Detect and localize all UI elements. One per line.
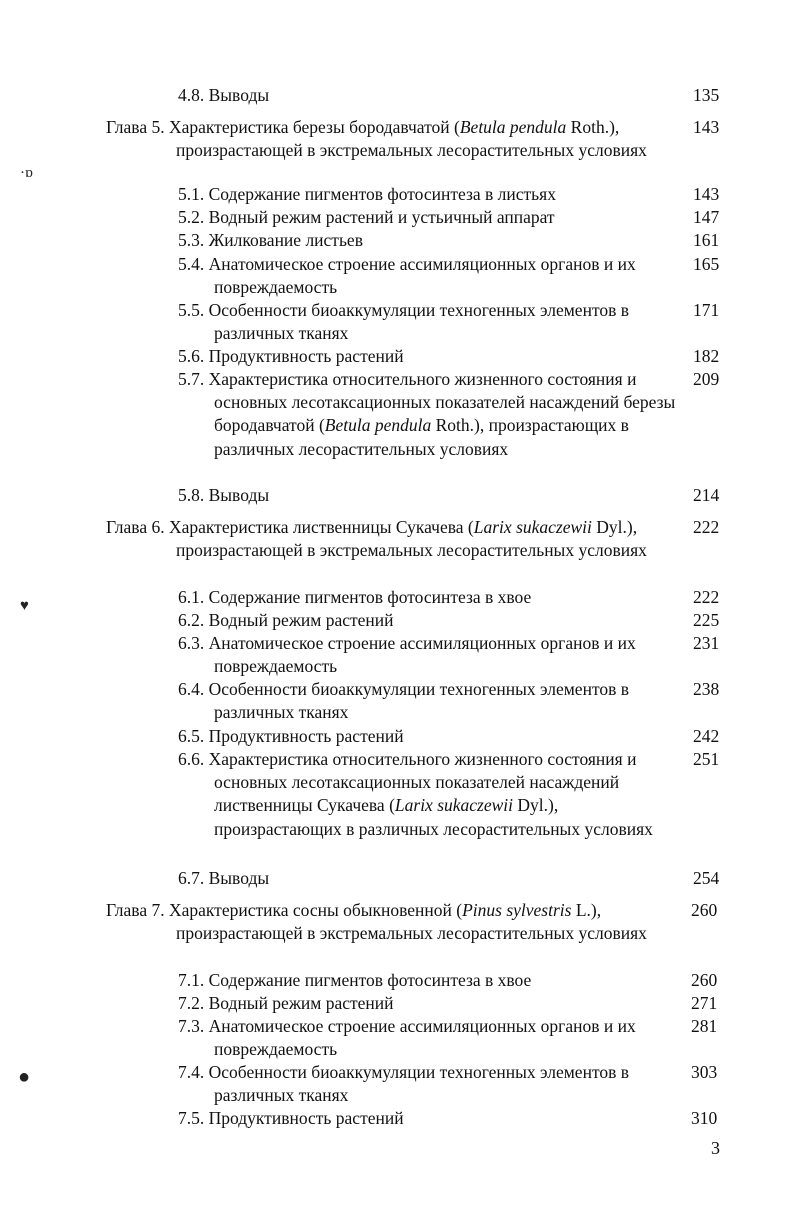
toc-section-entry[interactable]	[178, 1061, 718, 1107]
toc-entry-page: 242	[693, 726, 720, 746]
toc-section-entry[interactable]	[178, 253, 720, 299]
toc-entry-title: 5.3. Жилкование листьев	[178, 230, 363, 250]
toc-entry-title: 5.1. Содержание пигментов фотосинтеза в листьях	[178, 184, 556, 204]
toc-entry-title: 6.4. Особенности биоаккумуляции техногенных элементов в различных тканях	[178, 679, 630, 723]
toc-entry-title: 5.5. Особенности биоаккумуляции техногенных элементов в различных тканях	[178, 300, 630, 344]
toc-section-entry[interactable]	[178, 725, 720, 748]
toc-entry-title: 7.1. Содержание пигментов фотосинтеза в хвое	[178, 970, 532, 990]
toc-entry-title: 6.3. Анатомическое строение ассимиляционных органов и их повреждаемость	[178, 633, 636, 677]
toc-entry-title: Глава 6. Характеристика лиственницы Сукачева (Larix sukaczewii Dyl.), произрастающей в экстремальных лесорастительных условиях	[106, 517, 647, 561]
toc-entry-title: 6.2. Водный режим растений	[178, 610, 394, 630]
toc-entry-page: 165	[693, 254, 720, 274]
toc-entry-title: Глава 7. Характеристика сосны обыкновенной (Pinus sylvestris L.), произрастающей в экстремальных лесорастительных условиях	[106, 900, 647, 944]
toc-section-entry[interactable]	[178, 632, 720, 678]
toc-entry-page: 143	[693, 117, 720, 137]
toc-entry-title: 5.7. Характеристика относительного жизненного состояния и основных лесотаксационных показателей насаждений березы бородавчатой (Betula pendula Roth.), произрастающих в различных лесорастительных условиях	[178, 369, 676, 459]
toc-entry-title: 6.6. Характеристика относительного жизненного состояния и основных лесотаксационных показателей насаждений лиственницы Сукачева (Larix sukaczewii Dyl.), произрастающих в различных лесорастительных условиях	[178, 749, 653, 839]
toc-entry-page: 225	[693, 610, 720, 630]
toc-section-entry[interactable]	[178, 609, 720, 632]
toc-entry-page: 209	[693, 369, 720, 389]
toc-entry-title: Глава 5. Характеристика березы бородавчатой (Betula pendula Roth.), произрастающей в экстремальных лесорастительных условиях	[106, 117, 647, 161]
toc-chapter-entry[interactable]	[106, 516, 720, 562]
toc-section-entry[interactable]	[178, 1107, 718, 1130]
toc-entry-title: 5.4. Анатомическое строение ассимиляционных органов и их повреждаемость	[178, 254, 636, 298]
toc-entry-page: 251	[693, 749, 720, 769]
toc-entry-title: 4.8. Выводы	[178, 85, 270, 105]
toc-section-entry[interactable]	[178, 206, 720, 229]
toc-entry-page: 310	[691, 1108, 718, 1128]
toc-section-entry[interactable]	[178, 867, 720, 890]
toc-entry-page: 182	[693, 346, 720, 366]
toc-entry-page: 147	[693, 207, 720, 227]
toc-section-entry[interactable]	[178, 586, 720, 609]
toc-entry-page: 222	[693, 517, 720, 537]
toc-entry-title: 6.1. Содержание пигментов фотосинтеза в хвое	[178, 587, 532, 607]
toc-entry-title: 7.2. Водный режим растений	[178, 993, 394, 1013]
toc-entry-page: 271	[691, 993, 718, 1013]
toc-entry-page: 222	[693, 587, 720, 607]
toc-entry-title: 6.5. Продуктивность растений	[178, 726, 404, 746]
toc-entry-page: 260	[691, 970, 718, 990]
toc-entry-page: 171	[693, 300, 720, 320]
toc-entry-page: 161	[693, 230, 720, 250]
toc-section-entry[interactable]	[178, 368, 720, 461]
toc-section-entry[interactable]	[178, 992, 718, 1015]
toc-entry-page: 254	[693, 868, 720, 888]
toc-entry-page: 231	[693, 633, 720, 653]
toc-entry-page: 135	[693, 85, 720, 105]
toc-chapter-entry[interactable]	[106, 116, 720, 162]
toc-entry-page: 238	[693, 679, 720, 699]
toc-entry-title: 5.8. Выводы	[178, 485, 270, 505]
toc-entry-title: 7.3. Анатомическое строение ассимиляционных органов и их повреждаемость	[178, 1016, 636, 1060]
toc-entry-title: 5.6. Продуктивность растений	[178, 346, 404, 366]
toc-section-entry[interactable]	[178, 229, 720, 252]
toc-entry-page: 143	[693, 184, 720, 204]
scan-mark-icon: ·ɒ	[20, 165, 33, 181]
toc-section-entry[interactable]	[178, 678, 720, 724]
toc-entry-title: 5.2. Водный режим растений и устьичный аппарат	[178, 207, 555, 227]
toc-chapter-entry[interactable]	[106, 899, 718, 945]
toc-section-entry[interactable]	[178, 484, 720, 507]
toc-entry-page: 281	[691, 1016, 718, 1036]
toc-section-entry[interactable]	[178, 969, 718, 992]
toc-entry-page: 303	[691, 1062, 718, 1082]
toc-section-entry[interactable]	[178, 299, 720, 345]
toc-entry-title: 7.5. Продуктивность растений	[178, 1108, 404, 1128]
toc-section-entry[interactable]	[178, 345, 720, 368]
page-number: 3	[711, 1138, 720, 1158]
toc-section-entry[interactable]	[178, 183, 720, 206]
toc-entry-page: 214	[693, 485, 720, 505]
toc-section-entry[interactable]	[178, 748, 720, 841]
toc-section-entry[interactable]	[178, 84, 720, 107]
toc-section-entry[interactable]	[178, 1015, 718, 1061]
toc-entry-title: 6.7. Выводы	[178, 868, 270, 888]
toc-entry-title: 7.4. Особенности биоаккумуляции техногенных элементов в различных тканях	[178, 1062, 630, 1106]
scan-mark-icon: ♥	[20, 598, 29, 614]
scan-mark-icon: ●	[18, 1066, 31, 1088]
toc-entry-page: 260	[691, 900, 718, 920]
